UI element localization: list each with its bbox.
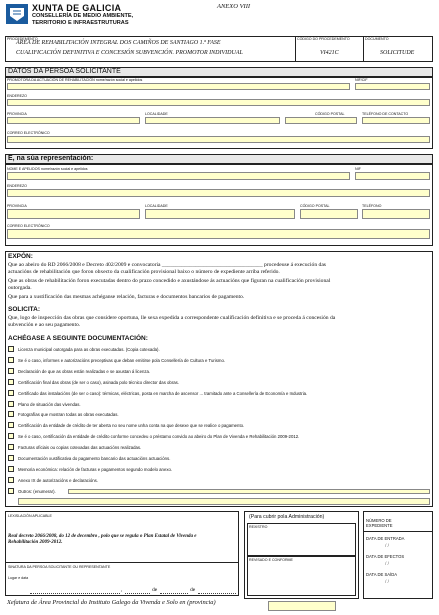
doc-item-label: Certificado das instalacións (de ser o caso): térmicas, eléctricas, posta en marcha de ascensor ... tramitado ante a Consellería de Economía e Industria. [18,390,308,396]
doc-item-label: Se é o caso, certificación da entidade de crédito conforme concedeu o préstamo convido ao abeiro do Plan de Vivenda e Rehabilitación 2009-2012. [18,433,300,439]
admin-title: (Para cubrir pola Administración) [249,514,325,520]
applicant-province-label: PROVINCIA [7,112,27,116]
doc-item-label: Certificación final das obras (de ser o caso), asinada polo técnico director das obras. [18,379,179,385]
signature-year-line[interactable] [198,593,236,594]
doc-checkbox[interactable] [8,346,14,352]
legislation-text-2: Rehabilitación 2009-2012. [8,540,63,545]
applicant-title: DATOS DA PERSOA SOLICITANTE [8,68,121,75]
signature-de-2: de [190,587,196,593]
applicant-postal-label: CÓDIGO POSTAL [315,112,345,116]
doc-checkbox[interactable] [8,477,14,483]
representative-phone-label: TELÉFONO [362,204,382,208]
representative-postal-label: CÓDIGO POSTAL [300,204,330,208]
representative-address-field[interactable] [7,189,430,197]
reviewed-box [247,556,356,596]
representative-name-label: NOME E APELIDOS nome/razón social e apelidos [7,167,88,171]
doc-checkbox[interactable] [8,444,14,450]
entry-date-label: DATA DE ENTRADA [366,536,405,541]
legislation-divider [5,562,239,563]
docs-title: ACHÉGASE A SEGUINTE DOCUMENTACIÓN: [8,335,148,342]
doc-checkbox[interactable] [8,455,14,461]
applicant-name-field[interactable] [7,83,350,90]
effects-date-label: DATA DE EFECTOS [366,554,405,559]
doc-checkbox[interactable] [8,401,14,407]
doc-item-label: Outros: (enumerar). [18,488,56,494]
doc-checkbox[interactable] [8,422,14,428]
doc-checkbox[interactable] [8,368,14,374]
procedure-divider-1 [295,36,296,62]
doc-checkbox[interactable] [8,379,14,385]
applicant-locality-field[interactable] [145,117,280,124]
reviewed-label: REVISADO E CONFORME [249,558,293,562]
others-field-extra[interactable] [18,498,430,505]
doc-item-label: Certificación da entidade de crédito de ter aberta no seu nome unha conta na que desexe que se realice o pagamento. [18,422,245,428]
applicant-locality-label: LOCALIDADE [145,112,168,116]
exit-date-label: DATA DE SAÍDA [366,572,398,577]
expedient-divider [363,531,433,532]
representative-address-label: ENDEREZO [7,184,27,188]
expon-line-3: Que as obras de rehabilitación foron executadas dentro do prazo concedido e axustándose ás actuacións que figuran na cualificación provisional [8,278,331,284]
expon-line-4: outorgada. [8,285,32,291]
representative-nif-label: NIF [355,167,361,171]
solicita-title: SOLICITA: [8,306,41,313]
representative-province-label: PROVINCIA [7,204,27,208]
signature-month-line[interactable] [160,593,188,594]
representative-name-field[interactable] [7,172,350,180]
solicita-line-1: Que, logo de inspección das obras que considere oportuna, lle sexa expedida a correspondente cualificación definitiva e se proceda á concesión da [8,315,336,321]
expon-line-1: Que ao abeiro do RD 2066/2008 e Decreto 402/2009 e convocatoria ____________________________________ procedeuse á execución das [8,262,326,268]
expon-line-2: actuacións de rehabilitación que foron obxecto da cualificación provisional baixo o número de expediente arriba referido. [8,269,280,275]
entry-date-value[interactable]: / / [385,544,390,549]
doc-checkbox[interactable] [8,390,14,396]
procedure-name-2: CUALIFICACIÓN DEFINITIVA E CONCESIÓN SUBVENCIÓN. PROMOTOR INDIVIDUAL [16,50,243,56]
representative-locality-field[interactable] [145,209,295,219]
doc-checkbox[interactable] [8,411,14,417]
applicant-nif-field[interactable] [355,83,430,90]
doc-checkbox[interactable] [8,433,14,439]
applicant-phone-field[interactable] [362,117,430,124]
doc-item-label: Fotografías que mostran todas as obras executadas. [18,411,119,417]
representative-postal-field[interactable] [300,209,358,219]
legislation-text-1: Real decreto 2066/2008, do 12 de decembro , polo que se regula o Plan Estatal de Vivenda e [8,534,197,539]
province-field[interactable] [268,601,336,611]
brand-name: XUNTA DE GALICIA [32,3,122,13]
doc-item-label: Facturas oficiais ou copias cotexadas das actuacións realizadas. [18,444,142,450]
annex-label: ANEXO VIII [217,3,251,10]
applicant-email-label: CORREO ELECTRÓNICO [7,131,50,135]
doc-item-label: Licenza municipal outorgada para as obras executadas. (Copia cotexada). [18,346,160,352]
place-date-label: Lugar e data [8,576,29,580]
signature-label: SINATURA DA PERSOA SOLICITANTE OU REPRESENTANTE [8,565,111,569]
applicant-address-label: ENDEREZO [7,94,27,98]
galicia-logo-icon [6,4,28,24]
doc-item-label: Plano de situación das vivendas. [18,401,81,407]
exit-date-value[interactable]: / / [385,580,390,585]
signature-place-line[interactable] [30,593,120,594]
doc-item-label: Documentación xustificativa do pagamento bancario das actuacións actuacións. [18,455,171,461]
department-line-2: TERRITORIO E INFRAESTRUTURAS [32,20,129,26]
applicant-address-field[interactable] [7,99,430,106]
signature-de-1: de [152,587,158,593]
legislation-box [5,511,239,596]
document-label: DOCUMENTO [365,37,389,41]
doc-checkbox[interactable] [8,466,14,472]
expon-line-5: Que para a xustificación das mesmas achéganse relación, facturas e documentos bancarios de pagamento. [8,294,245,300]
doc-item-label: Se é o caso, informes e autorizacións preceptivas que deban emitirse pola Consellería de Cultura e Turismo. [18,357,226,363]
procedure-name-1: ÁREA DE REHABILITACIÓN INTEGRAL DOS CAMIÑOS DE SANTIAGO 1.ª FASE [16,40,221,46]
expedient-number-label: NÚMERO DE EXPEDIENTE [366,518,393,528]
doc-checkbox[interactable] [8,488,14,494]
applicant-promoter-label: PROMOTORA DA ACTUACIÓN DE REHABILITACIÓN nome/razón social e apelidos [7,78,143,82]
doc-item-label: Anexo IX de autorizacións e declaracións. [18,477,99,483]
doc-item-label: Memoria económica: relación de facturas e pagamentos segundo modelo anexo. [18,466,173,472]
representative-phone-field[interactable] [362,209,430,219]
registry-label: REXISTRO [249,525,268,529]
representative-nif-field[interactable] [355,172,430,180]
document-type: SOLICITUDE [380,50,415,56]
expon-title: EXPÓN: [8,253,33,260]
procedure-code-label: CÓDIGO DO PROCEDEMENTO [297,37,350,41]
legislation-label: LEXISLACIÓN APLICABLE [8,514,52,518]
department-line-1: CONSELLERÍA DE MEDIO AMBIENTE, [32,13,134,19]
footer-text: Xefatura de Área Provincial do Instituto Galego da Vivenda e Solo en (provincia) [7,599,216,606]
applicant-email-field[interactable] [7,136,430,143]
signature-comma: , [121,587,123,593]
others-field[interactable] [68,489,430,494]
representative-email-field[interactable] [7,229,430,239]
applicant-phone-label: TELÉFONO DE CONTACTO [362,112,409,116]
procedure-label: PROCEDEMENTO [7,37,38,41]
representative-locality-label: LOCALIDADE [145,204,168,208]
procedure-code: VI421C [320,50,339,56]
procedure-divider-2 [363,36,364,62]
signature-day-line[interactable] [125,593,150,594]
effects-date-value[interactable]: / / [385,562,390,567]
representative-province-field[interactable] [7,209,140,219]
applicant-nif-label: NIF/CIF [355,78,368,82]
solicita-line-2: subvención e ao seu pagamento. [8,322,81,328]
applicant-postal-field[interactable] [285,117,357,124]
doc-item-label: Declaración de que as obras están realizadas e se axustan á licenza. [18,368,151,374]
doc-checkbox[interactable] [8,357,14,363]
representative-title: E, na súa representación: [8,155,94,162]
representative-email-label: CORREO ELECTRÓNICO [7,224,50,228]
applicant-province-field[interactable] [7,117,140,124]
